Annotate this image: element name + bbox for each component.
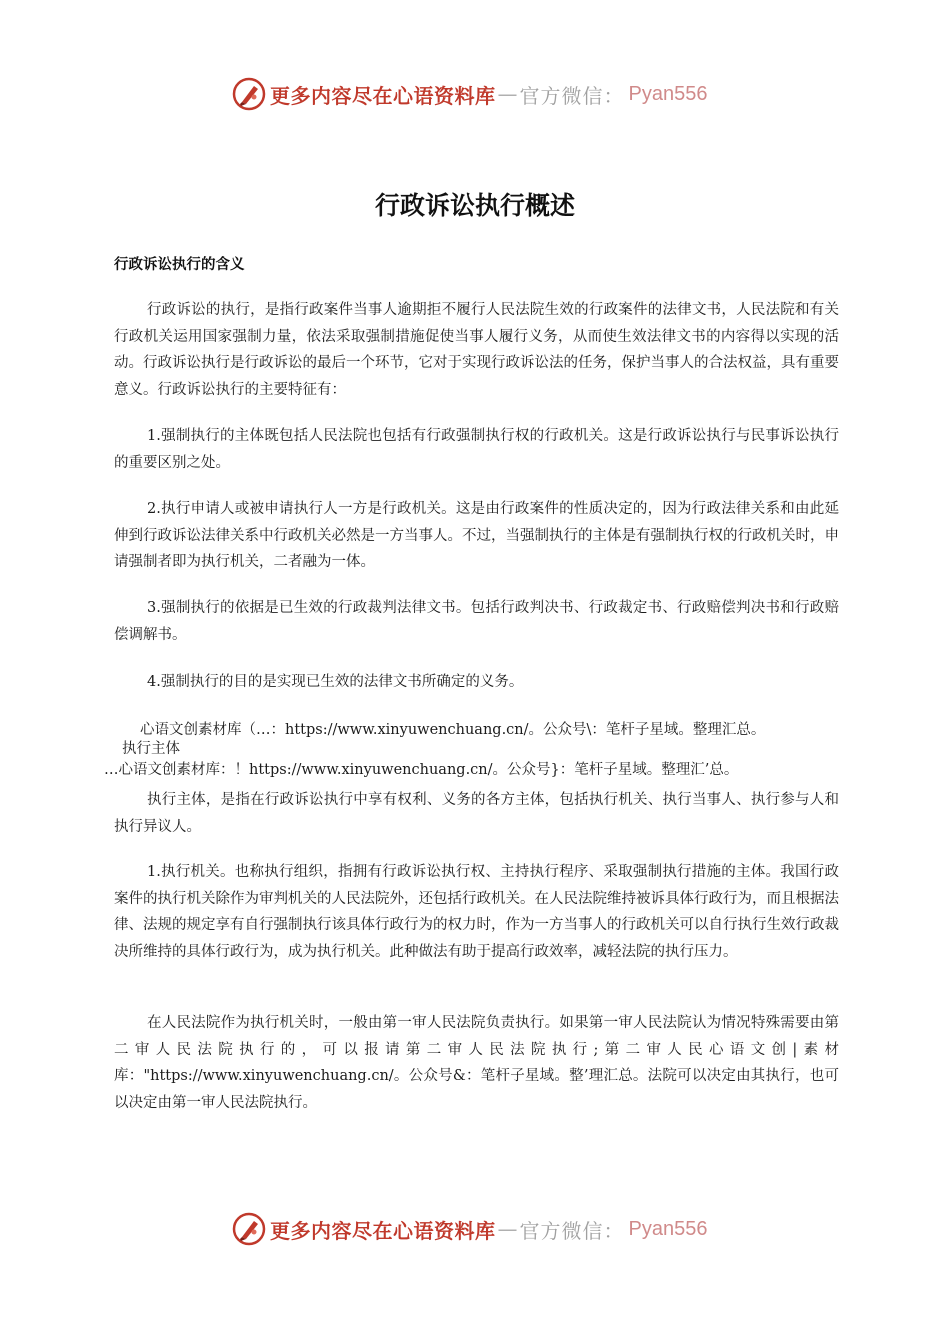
banner-library-text: 更多内容尽在心语资料库 [270, 83, 496, 108]
paragraph-execution-organ: 1.执行机关。也称执行组织，指拥有行政诉讼执行权、主持执行程序、采取强制执行措施的主体。我国行政案件的执行机关除作为审判机关的人民法院外，还包括行政机关。在人民法院维持被诉具体行政行为，而且根据法律、法规的规定享有自行强制执行该具体行政行为的权力时，作为一方当事人的行政机关可以自行执行生效行政裁决所维持的具体行政行为，成为执行机关。此种做法有助于提高行政效率，减轻法院的执行压力。 [114, 864, 839, 960]
subheading-executor: 执行主体 [122, 741, 180, 757]
header-banner [0, 72, 950, 116]
watermark-line-2: …心语文创素材库：！https://www.xinyuwenchuang.cn/。公众号}：笔杆子星域。整理汇’总。 [104, 762, 739, 778]
banner-wechat-label: 官方微信： [519, 83, 625, 108]
section-heading: 行政诉讼执行的含义 [114, 257, 245, 273]
banner-wechat-id: Pyan556 [628, 1217, 708, 1240]
banner-dash: — [497, 1217, 518, 1241]
banner-content [232, 72, 707, 116]
pen-nib-logo-icon [232, 1212, 266, 1246]
footer-banner [0, 1207, 950, 1251]
banner-wechat-id: Pyan556 [628, 82, 708, 105]
paragraph-feature-4: 4.强制执行的目的是实现已生效的法律文书所确定的义务。 [147, 674, 524, 690]
pen-nib-logo-icon [232, 77, 266, 111]
paragraph-definition: 行政诉讼的执行，是指行政案件当事人逾期拒不履行人民法院生效的行政案件的法律文书，人民法院和有关行政机关运用国家强制力量，依法采取强制措施促使当事人履行义务，从而使生效法律文书的内容得以实现的活动。行政诉讼执行是行政诉讼的最后一个环节，它对于实现行政诉讼法的任务，保护当事人的合法权益，具有重要意义。行政诉讼执行的主要特征有： [114, 302, 839, 398]
paragraph-feature-2: 2.执行申请人或被申请执行人一方是行政机关。这是由行政案件的性质决定的，因为行政法律关系和由此延伸到行政诉讼法律关系中行政机关必然是一方当事人。不过，当强制执行的主体是有强制执行权的行政机关时，申请强制者即为执行机关，二者融为一体。 [114, 501, 839, 570]
banner-library-text: 更多内容尽在心语资料库 [270, 1218, 496, 1243]
banner-dash: — [497, 82, 518, 106]
paragraph-court-execution: 在人民法院作为执行机关时，一般由第一审人民法院负责执行。如果第一审人民法院认为情况特殊需要由第二审人民法院执行的，可以报请第二审人民法院执行;第二审人民心语文创|素材库："https://www.xinyuwenchuang.cn/。公众号&：笔杆子星域。整’理汇总。法院可以决定由其执行，也可以决定由第一审人民法院执行。 [114, 1015, 839, 1111]
page-title: 行政诉讼执行概述 [374, 191, 575, 220]
paragraph-feature-3: 3.强制执行的依据是已生效的行政裁判法律文书。包括行政判决书、行政裁定书、行政赔偿判决书和行政赔偿调解书。 [114, 600, 839, 643]
paragraph-feature-1: 1.强制执行的主体既包括人民法院也包括有行政强制执行权的行政机关。这是行政诉讼执行与民事诉讼执行的重要区别之处。 [114, 428, 839, 471]
watermark-line-1: 心语文创素材库（…：https://www.xinyuwenchuang.cn/。公众号\：笔杆子星域。整理汇总。 [140, 722, 766, 738]
banner-wechat-label: 官方微信： [519, 1218, 625, 1243]
banner-content [232, 1207, 707, 1251]
paragraph-executor-definition: 执行主体，是指在行政诉讼执行中享有权利、义务的各方主体，包括执行机关、执行当事人、执行参与人和执行异议人。 [114, 792, 839, 835]
